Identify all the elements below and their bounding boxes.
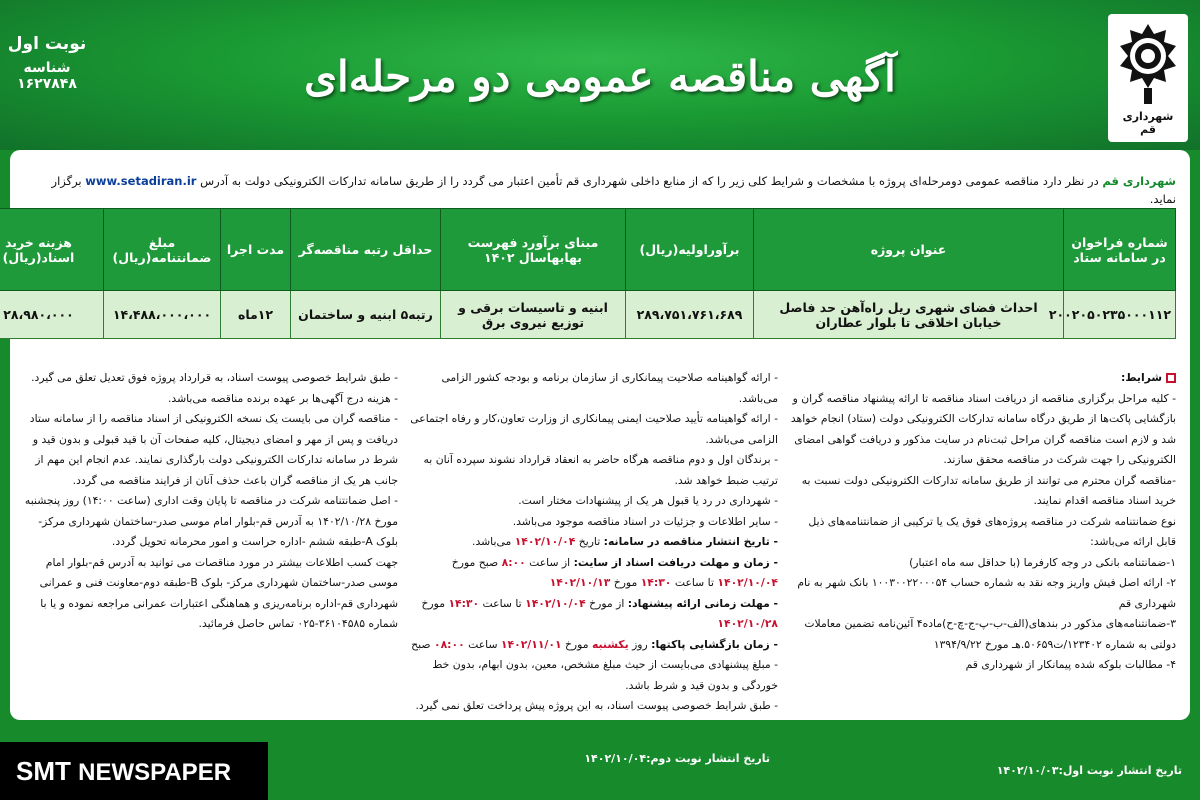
col-header-call-number: شماره فراخوان در سامانه ستاد <box>1064 209 1176 291</box>
condition-item: ۳-ضمانتنامه‌های مذکور در بندهای(الف-ب-پ-ج-چ-ح)ماده۴ آئین‌نامه تضمین معاملات دولتی به شماره ۱۲۳۴۰۲/ت۵۰۶۵۹.هـ مورخ ۱۳۹۴/۹/۲۲ <box>804 617 1176 651</box>
intro-text-before: در نظر دارد مناقصه عمومی دومرحله‌ای پروژه با مشخصات و شرایط کلی زیر را که از منابع داخلی شهرداری قم تأمین اعتبار می گردد را از طریق سامانه تدارکات الکترونیکی دولت به آدرس <box>196 174 1103 188</box>
condition-item: - مبلغ پیشنهادی می‌بایست از حیث مبلغ مشخص، معین، بدون ابهام، بدون خط خوردگی و بدون قید و شرط باشد. <box>432 658 778 692</box>
condition-item: - ارائه گواهینامه تأیید صلاحیت ایمنی پیمانکاری از وزارت تعاون،کار و رفاه اجتماعی الزامی می‌باشد. <box>410 412 778 446</box>
col-header-guarantee: مبلغ ضمانتنامه(ریال) <box>104 209 221 291</box>
cell-call-number: ۲۰۰۲۰۵۰۲۳۵۰۰۰۱۱۲ <box>1064 291 1176 339</box>
intro-city: شهرداری قم <box>1102 174 1176 188</box>
tender-table <box>0 208 1176 339</box>
turn-info <box>4 34 90 92</box>
table-header-row <box>0 209 1176 291</box>
cell-duration: ۱۲ماه <box>221 291 291 339</box>
table-row <box>0 291 1176 339</box>
condition-item: - طبق شرایط خصوصی پیوست اسناد، به قرارداد پروژه فوق تعدیل تعلق می گیرد. <box>31 371 398 384</box>
document-download-item: - زمان و مهلت دریافت اسناد از سایت: از ساعت ۸:۰۰ صبح مورخ ۱۴۰۲/۱۰/۰۴ تا ساعت ۱۴:۳۰ مورخ ۱۴۰۲/۱۰/۱۳ <box>451 555 778 589</box>
publish-date-item: - تاریخ انتشار مناقصه در سامانه: تاریخ ۱۴۰۲/۱۰/۰۴ می‌باشد. <box>472 535 778 548</box>
col-header-min-grade: حداقل رتبه مناقصه‌گر <box>291 209 441 291</box>
col-header-duration: مدت اجرا <box>221 209 291 291</box>
condition-item: - شهرداری در رد یا قبول هر یک از پیشنهادات مختار است. <box>518 494 778 507</box>
condition-item: -مناقصه گران محترم می توانند از طریق سامانه تدارکات الکترونیکی دولت نسبت به خرید اسناد مناقصه اقدام نمایند. <box>801 473 1176 507</box>
conditions-column-right <box>786 368 1176 713</box>
qom-municipality-logo <box>1108 14 1188 142</box>
conditions-column-left <box>24 368 398 713</box>
second-publish-date: تاریخ انتشار نوبت دوم:۱۴۰۲/۱۰/۰۴ <box>584 752 770 765</box>
turn-label: نوبت اول <box>7 34 87 54</box>
logo-text: شهرداری قم <box>1122 110 1174 136</box>
brand-smt: SMT <box>16 756 71 786</box>
condition-item: - مناقصه گران می بایست یک نسخه الکترونیکی از اسناد مناقصه را از سامانه ستاد دریافت و پس از مهر و امضای دیجیتال، کلیه صفحات آن با قید قبولی و بدون قید و شرط در سامانه تدارکات الکترونیکی دولت بارگذاری نمایند. عدم انجام این مهم از جانب هر یک از مناقصه گران باعث حذف آنان از فرایند مناقصه می گردد. <box>29 412 398 487</box>
conditions-title: شرایط: <box>1121 371 1162 384</box>
header <box>0 0 1200 150</box>
cell-document-cost: ۲۸،۹۸۰،۰۰۰ <box>0 291 104 339</box>
condition-item: ۲- ارائه اصل فیش واریز وجه نقد به شماره حساب ۱۰۰۳۰۰۲۲۰۰۰۵۴ بانک شهر به نام شهرداری قم <box>797 576 1176 610</box>
page-title: آگهی مناقصه عمومی دو مرحله‌ای <box>304 52 896 101</box>
col-header-estimate: برآوراولیه(ریال) <box>626 209 754 291</box>
cell-min-grade: رتبه۵ ابنیه و ساختمان <box>291 291 441 339</box>
first-publish-date: تاریخ انتشار نوبت اول:۱۴۰۲/۱۰/۰۳ <box>996 764 1182 777</box>
condition-item: - اصل ضمانتنامه شرکت در مناقصه تا پایان وقت اداری (ساعت ۱۴:۰۰) روز پنجشنبه مورخ ۱۴۰۲/۱۰/۲۸ به آدرس قم-بلوار امام موسی صدر-ساختمان شهرداری مرکز- بلوک A-طبقه ششم -اداره حراست و امور محرمانه تحویل گردد. <box>24 494 398 548</box>
content-panel <box>2 150 1190 720</box>
condition-item: نوع ضمانتنامه شرکت در مناقصه پروژه‌های فوق یک یا ترکیبی از ضمانتنامه‌های ذیل قابل ارائه می‌باشد: <box>808 514 1176 548</box>
condition-item: - برندگان اول و دوم مناقصه هرگاه حاضر به انعقاد قرارداد نشوند سپرده آنان به ترتیب ضبط خواهد شد. <box>423 453 778 487</box>
bid-deadline-item: - مهلت زمانی ارائه پیشنهاد: از مورخ ۱۴۰۲/۱۰/۰۴ تا ساعت ۱۴:۳۰ مورخ ۱۴۰۲/۱۰/۲۸ <box>421 596 778 630</box>
col-header-estimate-basis: مبنای برآورد فهرست بهابهاسال ۱۴۰۲ <box>441 209 626 291</box>
conditions-column-middle <box>408 368 778 713</box>
smt-newspaper-watermark <box>0 742 268 800</box>
condition-item: ۱-ضمانتنامه بانکی در وجه کارفرما (با حداقل سه ماه اعتبار) <box>909 555 1176 569</box>
col-header-project-title: عنوان پروژه <box>754 209 1064 291</box>
cell-estimate: ۲۸۹،۷۵۱،۷۶۱،۶۸۹ <box>626 291 754 339</box>
intro-text-after: برگزار نماید. <box>51 174 1176 206</box>
condition-item: ۴- مطالبات بلوکه شده پیمانکار از شهرداری قم <box>965 658 1176 671</box>
condition-item: - ارائه گواهینامه صلاحیت پیمانکاری از سازمان برنامه و بودجه کشور الزامی می‌باشد. <box>441 371 778 405</box>
setadiran-link[interactable]: www.setadiran.ir <box>85 174 197 188</box>
condition-item: - کلیه مراحل برگزاری مناقصه از دریافت اسناد مناقصه تا ارائه پیشنهاد مناقصه گران و بازگشایی پاکت‌ها از طریق درگاه سامانه تدارکات الکترونیکی دولت (ستاد) انجام خواهد شد و لازم است مناقصه گران مراحل ثبت‌نام در سایت مذکور و دریافت گواهی امضای الکترونیکی را جهت شرکت در مناقصه محقق سازند. <box>790 391 1176 466</box>
condition-item: - هزینه درج آگهی‌ها بر عهده برنده مناقصه می‌باشد. <box>167 391 398 405</box>
cell-project-title: احداث فضای شهری ریل راه‌آهن حد فاصل خیابان اخلاقی تا بلوار عطاران <box>754 291 1064 339</box>
conditions-columns <box>24 368 1176 713</box>
conditions-bullet-icon <box>1166 373 1176 383</box>
condition-item: - طبق شرایط خصوصی پیوست اسناد، به این پروژه پیش پرداخت تعلق نمی گیرد. <box>415 699 778 712</box>
condition-item: - سایر اطلاعات و جزئیات در اسناد مناقصه موجود می‌باشد. <box>512 514 778 528</box>
brand-newspaper: NEWSPAPER <box>78 759 232 786</box>
contact-info: جهت کسب اطلاعات بیشتر در مورد مناقصات می توانید به آدرس قم-بلوار امام موسی صدر-ساختمان شهرداری مرکز- بلوک B-طبقه دوم-معاونت فنی و عمرانی شهرداری قم-اداره برنامه‌ریزی و هماهنگی اعتبارات عمرانی مراجعه نموده و یا با شماره ۳۶۱۰۴۵۸۵-۰۲۵ تماس حاصل فرمائید. <box>39 555 398 630</box>
cell-guarantee: ۱۴،۴۸۸،۰۰۰،۰۰۰ <box>104 291 221 339</box>
opening-time-item: - زمان بازگشایی پاکتها: روز یکشنبه مورخ ۱۴۰۲/۱۱/۰۱ ساعت ۰۸:۰۰ صبح <box>411 637 778 651</box>
footer <box>0 722 1200 800</box>
notice-id: شناسه ۱۶۲۷۸۴۸ <box>17 60 77 92</box>
intro-paragraph <box>24 158 1176 206</box>
municipality-emblem-icon <box>1114 20 1182 108</box>
cell-estimate-basis: ابنیه و تاسیسات برقی و توزیع نیروی برق <box>441 291 626 339</box>
col-header-document-cost: هزینه خرید اسناد(ریال) <box>0 209 104 291</box>
